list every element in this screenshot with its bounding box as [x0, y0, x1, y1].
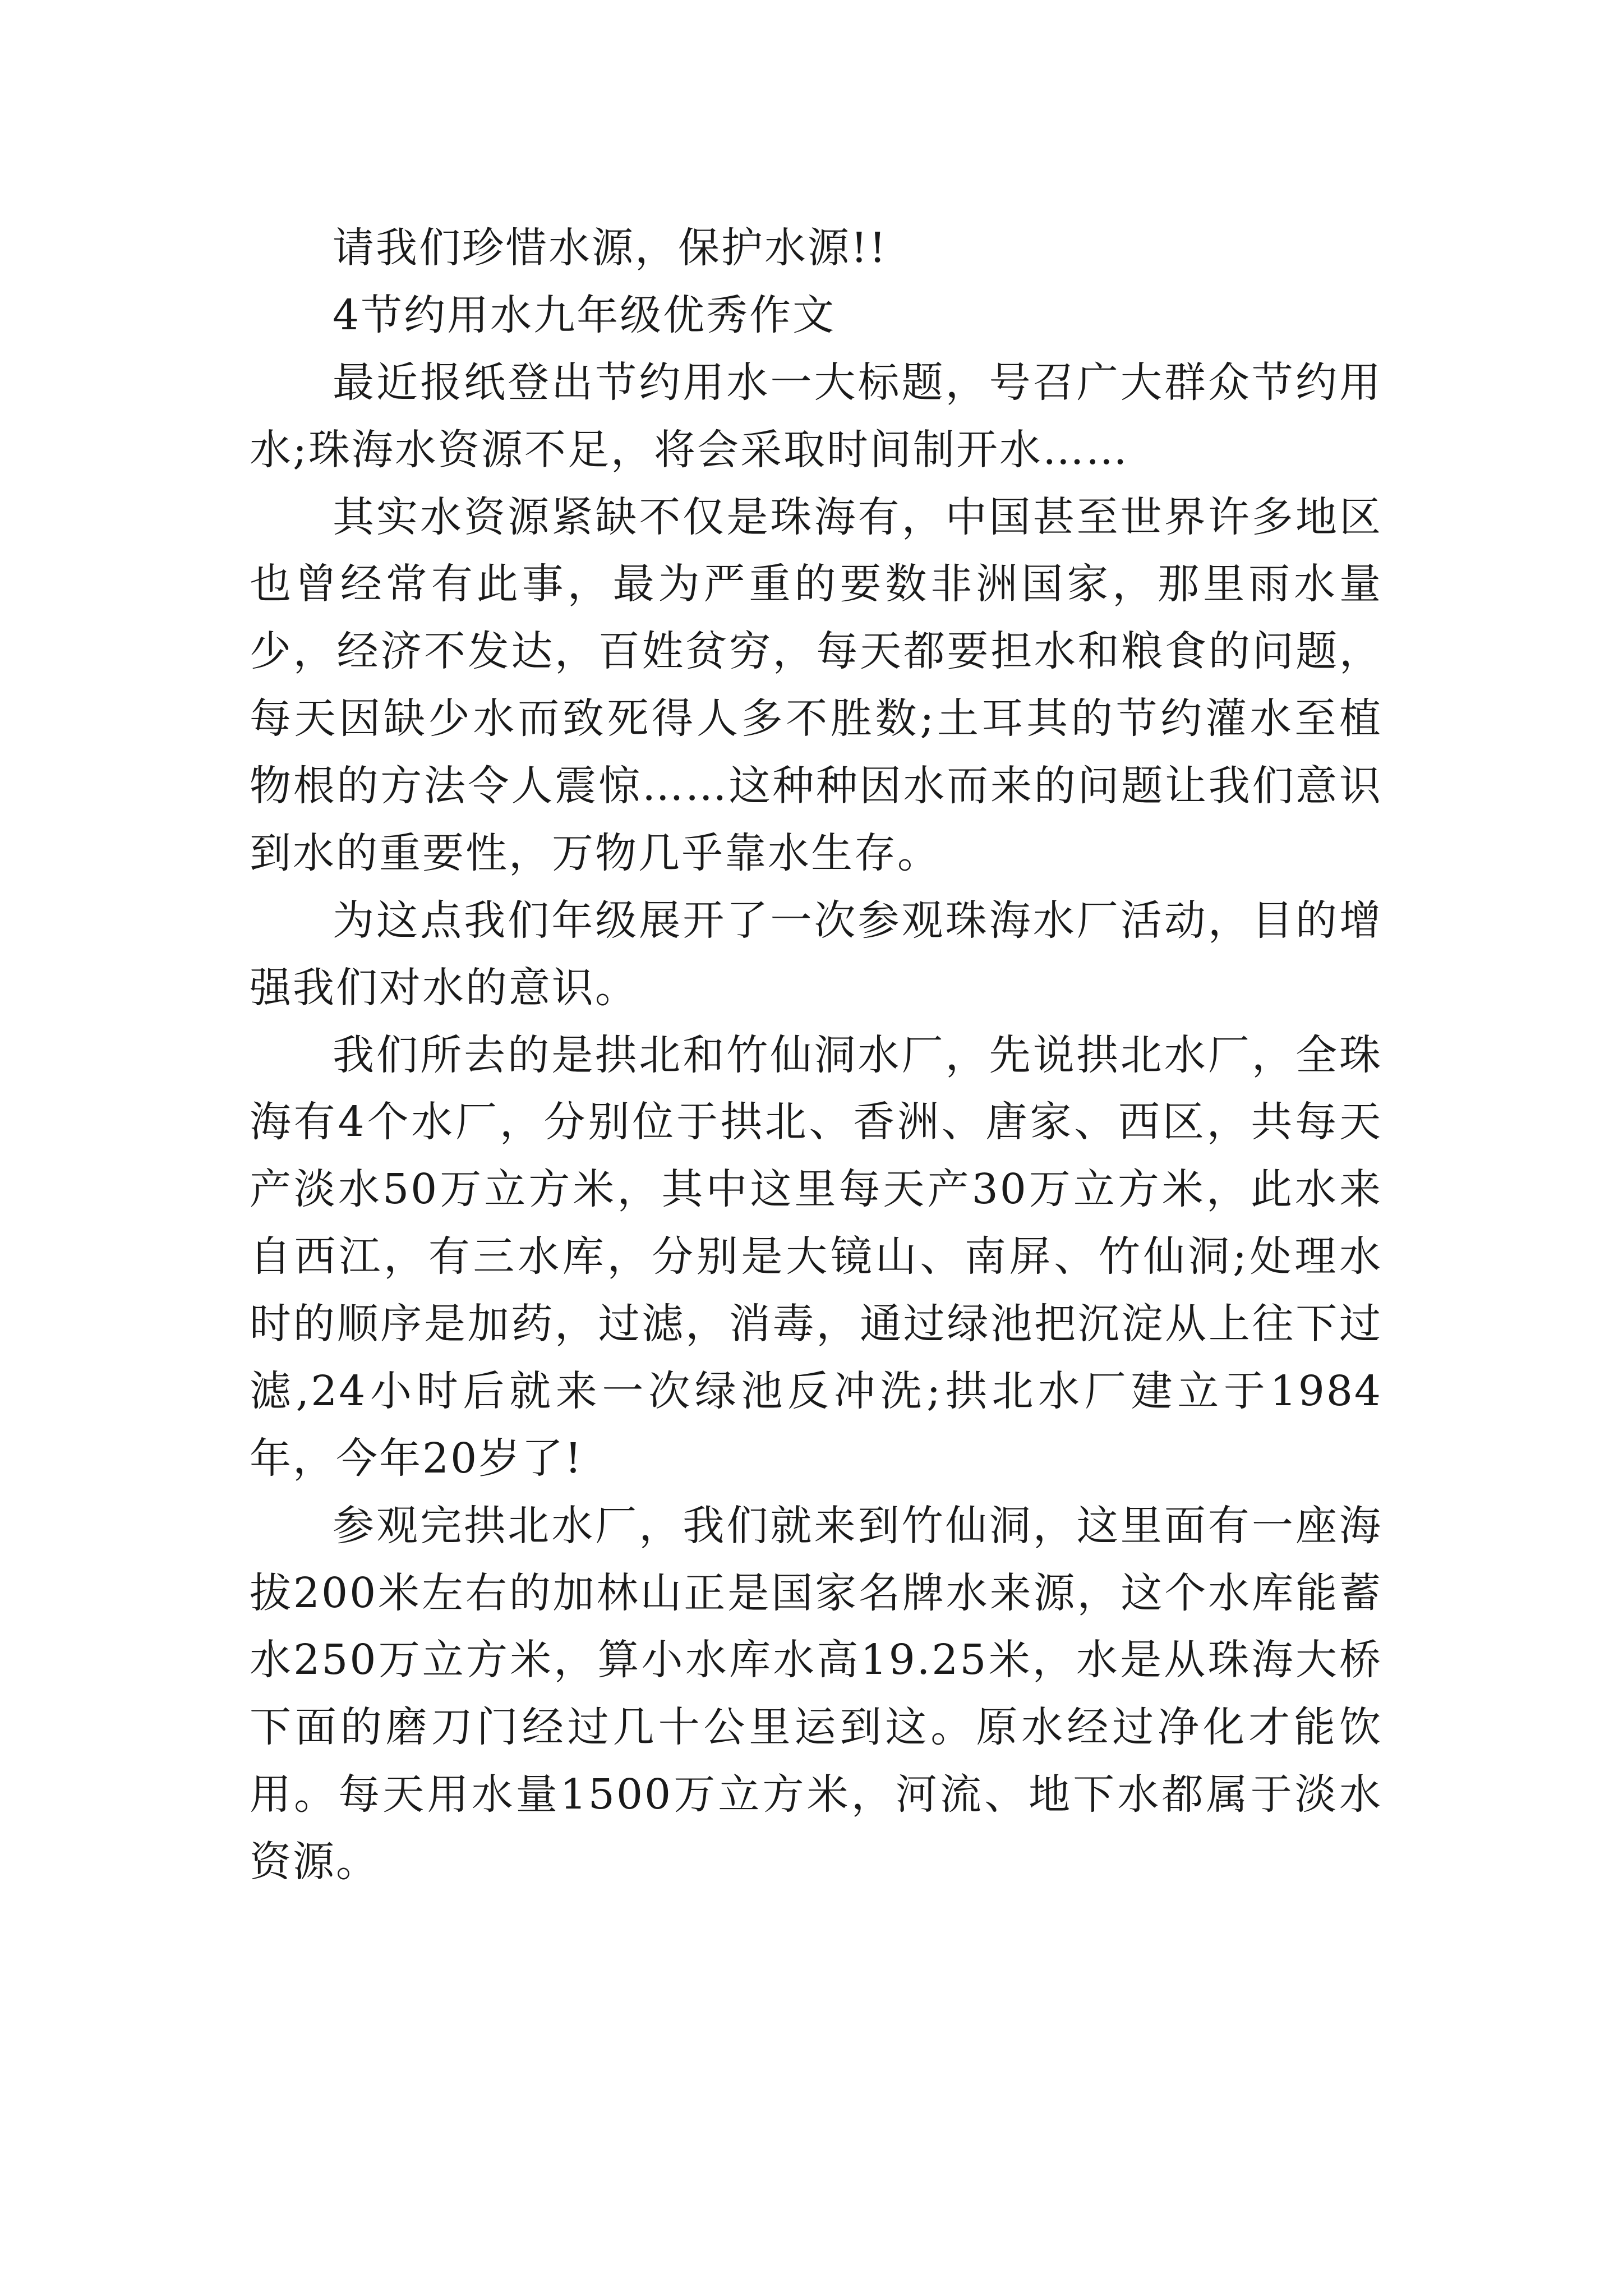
paragraph-zhuxiandong: 参观完拱北水厂，我们就来到竹仙洞，这里面有一座海拔200米左右的加林山正是国家名牌水来源，这个水库能蓄水250万立方米，算小水库水高19.25米，水是从珠海大桥下面的磨刀门经过几十公里运到这。原水经过净化才能饮用。每天用水量1500万立方米，河流、地下水都属于淡水资源。	[250, 1501, 1382, 1886]
document-body	[250, 215, 1382, 1896]
paragraph-visit-intro: 为这点我们年级展开了一次参观珠海水厂活动，目的增强我们对水的意识。	[250, 896, 1382, 1012]
section-heading: 4节约用水九年级优秀作文	[333, 291, 836, 339]
paragraph-closing-appeal: 请我们珍惜水源，保护水源!!	[333, 224, 888, 272]
paragraph-gongbei-plant: 我们所去的是拱北和竹仙洞水厂，先说拱北水厂，全珠海有4个水厂，分别位于拱北、香洲、唐家、西区，共每天产淡水50万立方米，其中这里每天产30万立方米，此水来自西江，有三水库，分别是大镜山、南屏、竹仙洞;处理水时的顺序是加药，过滤，消毒，通过绿池把沉淀从上往下过滤,24小时后就来一次绿池反冲洗;拱北水厂建立于1984年，今年20岁了!	[250, 1030, 1382, 1483]
paragraph-newspaper: 最近报纸登出节约用水一大标题，号召广大群众节约用水;珠海水资源不足，将会采取时间制开水……	[250, 358, 1382, 474]
paragraph-water-shortage: 其实水资源紧缺不仅是珠海有，中国甚至世界许多地区也曾经常有此事，最为严重的要数非洲国家，那里雨水量少，经济不发达，百姓贫穷，每天都要担水和粮食的问题，每天因缺少水而致死得人多不胜数;土耳其的节约灌水至植物根的方法令人震惊……这种种因水而来的问题让我们意识到水的重要性，万物几乎靠水生存。	[250, 493, 1382, 877]
